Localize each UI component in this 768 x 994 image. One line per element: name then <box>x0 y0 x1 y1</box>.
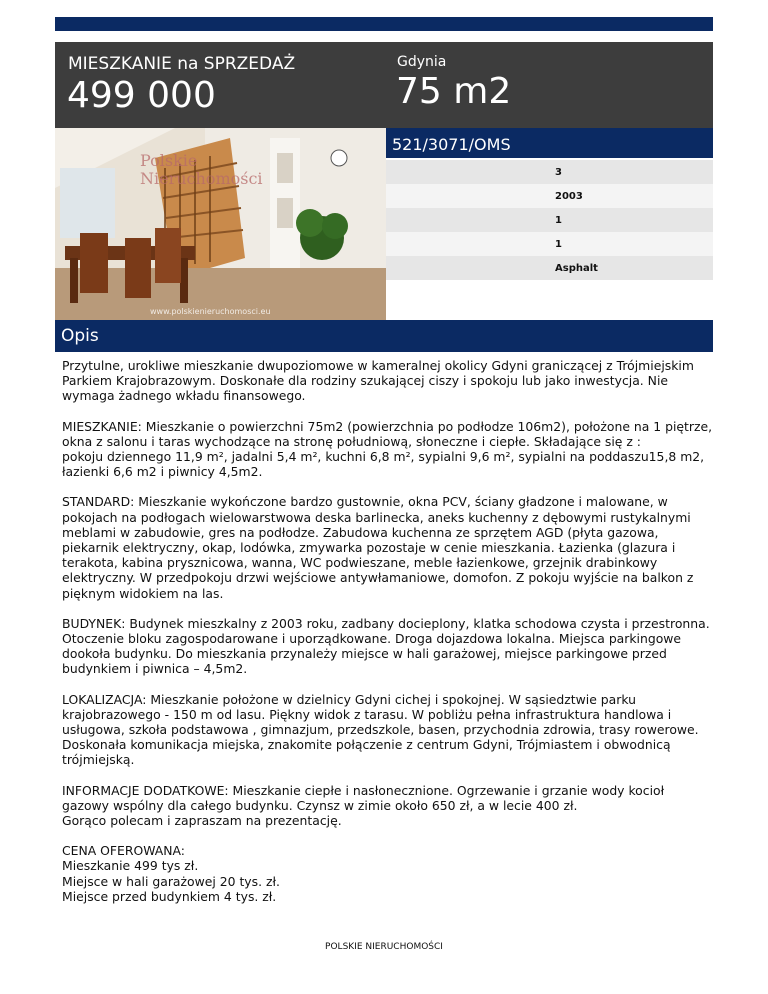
detail-value: 2003 <box>555 191 583 202</box>
svg-text:Nieruchomości: Nieruchomości <box>140 169 263 188</box>
detail-row <box>386 184 713 208</box>
description-paragraph: STANDARD: Mieszkanie wykończone bardzo gustownie, okna PCV, ściany gładzone i malowane, w pokojach na podłogach wielowarstwowa deska barlinecka, aneks kuchenny z dębowymi rustykalnymi meblami w zabudowie, gres na podłodze. Zabudowa kuchenna ze sprzętem AGD (płyta gazowa, piekarnik elektryczny, okap, lodówka, zmywarka pozostaje w cenie mieszkania. Łazienka (glazura i terakota, kabina prysznicowa, wanna, WC podwieszane, meble łazienkowe, grzejnik drabinkowy elektryczny. W przedpokoju drzwi wejściowe antywłamaniowe, domofon. Z pokoju wyjście na balkon z pięknym widokiem na las. <box>62 494 694 601</box>
description-paragraph: INFORMACJE DODATKOWE: Mieszkanie ciepłe i nasłonecznione. Ogrzewanie i grzanie wody kocioł gazowy wspólny dla całego budynku. Czynsz w zimie około 650 zł, a w lecie 400 zł. Gorąco polecam i zapraszam na prezentację. <box>62 782 665 829</box>
listing-type: MIESZKANIE na SPRZEDAŻ <box>68 54 296 74</box>
reference-number: 521/3071/OMS <box>392 135 511 154</box>
section-title: Opis <box>61 326 99 346</box>
top-accent-bar <box>55 17 713 31</box>
detail-row <box>386 208 713 232</box>
footer-company: POLSKIE NIERUCHOMOŚCI <box>325 942 443 952</box>
detail-row <box>386 232 713 256</box>
detail-value: Asphalt <box>555 263 598 274</box>
detail-row <box>386 160 713 184</box>
detail-value: 1 <box>555 215 562 226</box>
listing-price: 499 000 <box>67 75 216 116</box>
detail-row <box>386 256 713 280</box>
listing-area: 75 m2 <box>396 71 512 112</box>
details-table <box>386 160 713 280</box>
property-photo <box>55 128 386 320</box>
description-paragraph: LOKALIZACJA: Mieszkanie położone w dzielnicy Gdyni cichej i spokojnej. W sąsiedztwie parku krajobrazowego - 150 m od lasu. Piękny widok z tarasu. W pobliżu pełna infrastruktura handlowa i usługowa, szkoła podstawowa , gimnazjum, przedszkole, basen, przychodnia zdrowia, trasy rowerowe. Doskonała komunikacja miejska, znakomite połączenie z centrum Gdyni, Trójmiastem i obwodnicą trójmiejską. <box>62 691 699 768</box>
detail-value: 1 <box>555 239 562 250</box>
description-paragraph: MIESZKANIE: Mieszkanie o powierzchni 75m2 (powierzchnia po podłodze 106m2), położone na 1 piętrze, okna z salonu i taras wychodzące na stronę południową, słoneczne i ciepłe. Składające się z : pokoju dziennego 11,9 m², jadalni 5,4 m², kuchni 6,8 m², sypialni 9,6 m², sypialni na poddaszu15,8 m2, łazienki 6,6 m2 i piwnicy 4,5m2. <box>62 418 713 480</box>
reference-bar <box>386 128 713 158</box>
description-paragraph: CENA OFEROWANA: Mieszkanie 499 tys zł. Miejsce w hali garażowej 20 tys. zł. Miejsce przed budynkiem 4 tys. zł. <box>62 843 280 904</box>
listing-city: Gdynia <box>397 54 447 70</box>
description-paragraph: Przytulne, urokliwe mieszkanie dwupoziomowe w kameralnej okolicy Gdyni graniczącej z Trójmiejskim Parkiem Krajobrazowym. Doskonałe dla rodziny szukającej ciszy i spokoju lub jako inwestycja. Nie wymaga żadnego wkładu finansowego. <box>62 358 694 404</box>
description-paragraph: BUDYNEK: Budynek mieszkalny z 2003 roku, zadbany docieplony, klatka schodowa czysta i przestronna. Otoczenie bloku zagospodarowane i uporządkowane. Droga dojazdowa lokalna. Miejsca parkingowe dookoła budynku. Do mieszkania przynależy miejsce w hali garażowej, miejsce parkingowe przed budynkiem i piwnica – 4,5m2. <box>62 615 710 677</box>
listing-header <box>55 42 713 128</box>
svg-text:Polskie: Polskie <box>140 151 198 170</box>
svg-text:www.polskienieruchomosci.eu: www.polskienieruchomosci.eu <box>150 307 271 316</box>
detail-value: 3 <box>555 167 562 178</box>
description <box>62 358 714 919</box>
section-header <box>55 320 713 352</box>
